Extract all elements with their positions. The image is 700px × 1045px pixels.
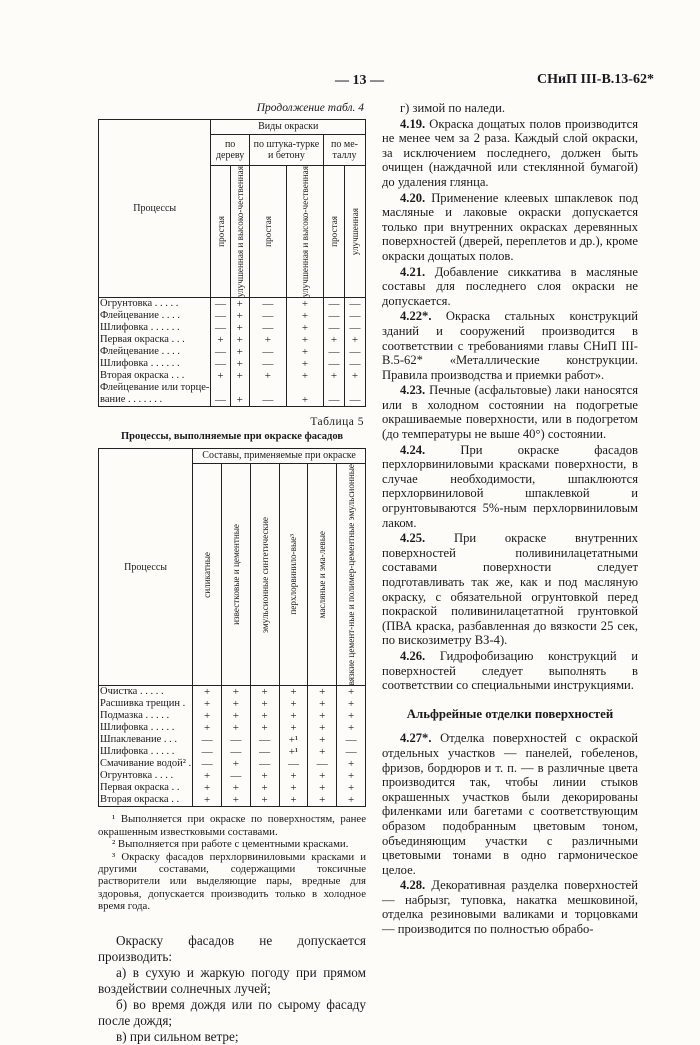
table4-subgroup-plaster: по штука-турке и бетону — [249, 134, 323, 165]
list-item-v: в) при сильном ветре; — [116, 1028, 239, 1044]
table4-mark: + — [324, 370, 345, 382]
table5-mark: + — [221, 710, 250, 722]
table4-mark: — — [249, 358, 286, 370]
table5-mark: + — [221, 722, 250, 734]
table5-mark: — — [337, 734, 366, 746]
table4-mark: — — [211, 322, 230, 334]
table4-col-3: простая — [249, 165, 286, 297]
table5-notes — [98, 813, 366, 912]
table4-mark: + — [286, 346, 323, 358]
table4-row — [99, 310, 366, 322]
table5-row — [99, 782, 366, 794]
table5-row — [99, 734, 366, 746]
clause-4-26: 4.26. Гидрофобизацию конструкций и поверхностей следует выполнять в соответствии со специальными инструкциями. — [382, 648, 638, 693]
table5-mark: +¹ — [279, 734, 308, 746]
table5-mark: — — [250, 746, 279, 758]
section-title: Альфрейные отделки поверхностей — [406, 706, 614, 721]
table5-mark: + — [279, 782, 308, 794]
table5-mark: + — [279, 770, 308, 782]
table5-mark: + — [193, 698, 222, 710]
table4-mark: + — [230, 322, 249, 334]
table4-mark: + — [230, 370, 249, 382]
table4-mark: — — [249, 310, 286, 322]
table4-mark: — — [211, 346, 230, 358]
table5-mark: + — [250, 722, 279, 734]
table5-mark: + — [279, 686, 308, 699]
table4-mark: + — [230, 346, 249, 358]
table4-process-name: Вторая окраска . . . — [99, 370, 211, 382]
left-body-text — [98, 933, 366, 1045]
table4-mark: + — [286, 322, 323, 334]
table5-process-name: Шлифовка . . . . . — [99, 722, 193, 734]
table4-mark: — — [324, 310, 345, 322]
table5-mark: + — [308, 698, 337, 710]
table4-mark: — — [211, 310, 230, 322]
table4-row — [99, 346, 366, 358]
table4-row — [99, 370, 366, 382]
table5-mark: + — [221, 794, 250, 807]
table4-row — [99, 358, 366, 370]
table4-mark: — — [211, 358, 230, 370]
table5-mark: + — [193, 794, 222, 807]
table5-process-name: Огрунтовка . . . . — [99, 770, 193, 782]
table5-mark: — — [279, 758, 308, 770]
table4-col-5: простая — [324, 165, 345, 297]
table5-mark: + — [193, 686, 222, 699]
table5-row — [99, 722, 366, 734]
table5-mark: + — [308, 770, 337, 782]
table4-mark: + — [230, 394, 249, 407]
table5-mark: + — [279, 698, 308, 710]
table5-mark: — — [337, 746, 366, 758]
table4-mark: — — [324, 346, 345, 358]
table5-mark: + — [337, 770, 366, 782]
table4-subgroup-metal: по ме-таллу — [324, 134, 366, 165]
table5-process-name: Первая окраска . . — [99, 782, 193, 794]
table5-mark: + — [308, 686, 337, 699]
table4-process-name: Шлифовка . . . . . . — [99, 358, 211, 370]
table5-col-4: перхлорвинило-вые³ — [279, 463, 308, 685]
table4-mark: — — [249, 346, 286, 358]
list-item-a: а) в сухую и жаркую погоду при прямом воздействии солнечных лучей; — [98, 964, 366, 996]
table5-mark: — — [221, 734, 250, 746]
table5-mark: + — [250, 782, 279, 794]
clause-4-25: 4.25. При окраске внутренних поверхностей поливинилацетатными составами поверхности следует подготавливать так же, как и под масляную окраску, с обязательной огрунтовкой перед покраской поливинилацетатной грунтовкой (ПВА краска, разбавленная до вязкости 25 сек, по вискозиметру ВЗ-4). — [382, 531, 638, 648]
table5 — [98, 448, 366, 807]
table5-number: Таблица 5 — [310, 415, 364, 428]
page-number: — 13 — — [335, 73, 384, 88]
table5-mark: + — [221, 782, 250, 794]
table4 — [98, 119, 366, 407]
table5-process-name: Вторая окраска . . — [99, 794, 193, 807]
table5-mark: + — [337, 722, 366, 734]
table5-mark: — — [250, 758, 279, 770]
table4-mark: — — [324, 297, 345, 310]
table4-col-4: улучшенная и высоко-чественная — [286, 165, 323, 297]
table4-process-name: Флейцевание . . . . — [99, 310, 211, 322]
table4-group-header: Виды окраски — [211, 119, 366, 134]
table5-process-name: Шпаклевание . . . — [99, 734, 193, 746]
table4-process-name: Огрунтовка . . . . . — [99, 297, 211, 310]
table5-process-name: Подмазка . . . . . — [99, 710, 193, 722]
table4-col-2: улучшенная и высоко-чественная — [230, 165, 249, 297]
table5-mark: + — [221, 758, 250, 770]
table5-row — [99, 746, 366, 758]
table5-mark: + — [308, 710, 337, 722]
table4-mark: + — [211, 334, 230, 346]
table5-mark: + — [337, 782, 366, 794]
table4-mark: + — [230, 358, 249, 370]
table4-process-name: Флейцевание или торце- — [100, 381, 210, 393]
table5-mark: — — [193, 758, 222, 770]
clause-4-28: 4.28. Декоративная разделка поверхностей — набрызг, туповка, накатка мешковиной, отделка резиновыми валиками и торцовками — производится по полностью обрабо- — [382, 878, 639, 937]
table4-subgroup-wood: по дереву — [211, 134, 249, 165]
table4-mark: + — [230, 310, 249, 322]
table5-mark: + — [250, 770, 279, 782]
paragraph-facade-intro: Окраску фасадов не допускается производить: — [98, 932, 366, 964]
table5-title: Процессы, выполняемые при окраске фасадов — [120, 431, 344, 443]
table4-mark: — — [345, 358, 366, 370]
table4-mark: + — [286, 310, 323, 322]
table4-mark — [324, 382, 345, 394]
table4-row — [99, 382, 366, 394]
table5-mark: + — [279, 710, 308, 722]
table5-mark: + — [308, 734, 337, 746]
footnote-1: ¹ Выполняется при окраске по поверхностям, ранее окрашенным известковыми составами. — [98, 813, 366, 838]
table4-mark: + — [324, 334, 345, 346]
table4-mark: — — [211, 297, 230, 310]
table5-mark: + — [250, 710, 279, 722]
table5-col-2: известковые и цементные — [221, 463, 250, 685]
table5-row — [99, 686, 366, 699]
table4-mark: + — [249, 334, 286, 346]
list-item-b: б) во время дождя или по сырому фасаду после дождя; — [98, 996, 366, 1028]
table5-mark: + — [250, 794, 279, 807]
table4-mark: — — [324, 322, 345, 334]
table5-mark: + — [221, 698, 250, 710]
table5-col-6: вязкие цемент-ные и полимер-цементные эмульсионные — [337, 463, 366, 685]
clause-4-24: 4.24. При окраске фасадов перхлорвиниловыми красками поверхности, в случае необходимости, шпаклюются перхлорвиниловой шпаклевкой и огрунтовываются 5%-ным перхлорвиниловым лаком. — [382, 442, 638, 530]
table5-row — [99, 710, 366, 722]
table5-process-name: Смачивание водой² . — [100, 758, 192, 770]
table5-mark: + — [193, 770, 222, 782]
table5-process-name: Очистка . . . . . — [99, 686, 193, 699]
table4-row — [99, 322, 366, 334]
table5-mark: — — [221, 770, 250, 782]
table4-mark: + — [286, 334, 323, 346]
list-item-g: г) зимой по наледи. — [400, 101, 506, 115]
table5-process-name: Расшивка трещин . — [99, 698, 193, 710]
table5-col-5: масляные и эма-левые — [308, 463, 337, 685]
footnote-2: ² Выполняется при работе с цементными красками. — [112, 838, 349, 851]
table4-mark: — — [324, 394, 345, 407]
table5-row — [99, 758, 366, 770]
table4-mark — [286, 382, 323, 394]
table5-mark: + — [337, 698, 366, 710]
table4-mark — [249, 382, 286, 394]
table4-mark: — — [324, 358, 345, 370]
clause-4-19: 4.19. Окраска дощатых полов производится не менее чем за 2 раза. Каждый слой окраски, за исключением последнего, должен быть очищен (наждачной или стеклянной бумагой) до удаления глянца. — [382, 116, 638, 189]
table4-mark: — — [249, 297, 286, 310]
table4-mark: + — [345, 370, 366, 382]
table4-mark — [230, 382, 249, 394]
table5-mark: + — [337, 686, 366, 699]
table4-mark: — — [249, 394, 286, 407]
left-column — [98, 101, 366, 1045]
table4-caption: Продолжение табл. 4 — [256, 102, 364, 114]
clause-4-20: 4.20. Применение клеевых шпаклевок под масляные и лаковые окраски допускается только при внутренних окрасках деревянных поверхностей (дверей, переплетов и др.), кроме окраски дощатых полов. — [382, 190, 638, 263]
table4-mark: + — [230, 297, 249, 310]
table5-mark: — — [308, 758, 337, 770]
table5-mark: + — [221, 686, 250, 699]
document-code: СНиП III-В.13-62* — [537, 72, 654, 87]
table5-mark: + — [250, 698, 279, 710]
table4-mark — [345, 382, 366, 394]
table5-mark: — — [250, 734, 279, 746]
table5-mark: + — [308, 782, 337, 794]
table5-mark: + — [279, 722, 308, 734]
table5-process-name: Шлифовка . . . . . — [99, 746, 193, 758]
table4-mark: — — [345, 310, 366, 322]
table4-mark: + — [286, 394, 323, 407]
table4-mark: + — [286, 297, 323, 310]
table4-col-1: простая — [211, 165, 230, 297]
table5-mark: + — [193, 710, 222, 722]
table4-mark: — — [345, 394, 366, 407]
table5-mark: — — [193, 746, 222, 758]
table5-row — [99, 794, 366, 807]
table4-mark: — — [345, 322, 366, 334]
clause-4-27: 4.27*. Отделка поверхностей с окраской отдельных участков — панелей, гобеленов, фризов, бордюров и т. п. — в различные цвета производится так, чтобы линии стыков окрашенных участков были декорированы филенками или багетами с соответствующим образом подобранным цветовым тоном, объединяющим участки с различными цветовыми тонами в одно гармоническое целое. — [382, 731, 638, 877]
table5-col-3: эмульсионные синтетические — [250, 463, 279, 685]
table4-processes-header: Процессы — [99, 119, 211, 297]
table4-process-name: вание . . . . . . . — [99, 394, 211, 407]
table4-mark: — — [345, 346, 366, 358]
table5-row — [99, 698, 366, 710]
table5-mark: + — [193, 722, 222, 734]
table4-mark: + — [345, 334, 366, 346]
table5-mark: + — [308, 746, 337, 758]
table4-process-name: Первая окраска . . . — [99, 334, 211, 346]
table4-mark: — — [211, 394, 230, 407]
table4-process-name: Шлифовка . . . . . . — [99, 322, 211, 334]
table4-mark: + — [211, 370, 230, 382]
table5-mark: + — [337, 758, 366, 770]
table4-mark — [211, 382, 230, 394]
footnote-3: ³ Окраску фасадов перхлорвиниловыми красками и другими составами, содержащими токсичные растворители или выделяющие пары, вредные для здоровья, допускается производить только в холодное время года. — [98, 850, 366, 913]
table5-mark: + — [308, 722, 337, 734]
table4-process-name: Флейцевание . . . . — [99, 346, 211, 358]
table4-mark: — — [345, 297, 366, 310]
table4-row — [99, 394, 366, 407]
table5-mark: +¹ — [279, 746, 308, 758]
clause-4-23: 4.23. Печные (асфальтовые) лаки наносятся или в холодном состоянии на подогретые окрашиваемые поверхности, или в подогретом (до температуры не выше 40°) состоянии. — [382, 383, 638, 442]
table4-row — [99, 334, 366, 346]
table5-mark: — — [221, 746, 250, 758]
table4-col-6: улучшенная — [345, 165, 366, 297]
table5-col-1: силикатные — [193, 463, 222, 685]
table4-mark: + — [286, 358, 323, 370]
table4-mark: + — [249, 370, 286, 382]
table5-group-header: Составы, применяемые при окраске — [193, 448, 366, 463]
table5-processes-header: Процессы — [99, 448, 193, 685]
table5-mark: + — [308, 794, 337, 807]
table4-row — [99, 297, 366, 310]
table4-mark: + — [286, 370, 323, 382]
right-column — [382, 101, 638, 938]
clause-4-22: 4.22*. Окраска стальных конструкций зданий и сооружений производится в соответствии с требованиями главы СНиП III-В.5-62* «Металлические конструкции. Правила производства и приемки работ». — [382, 309, 638, 382]
table5-mark: — — [193, 734, 222, 746]
clause-4-21: 4.21. Добавление сиккатива в масляные составы для последнего слоя окраски не допускается. — [382, 264, 638, 308]
table4-mark: + — [230, 334, 249, 346]
table5-mark: + — [193, 782, 222, 794]
table4-mark: — — [249, 322, 286, 334]
table5-mark: + — [337, 794, 366, 807]
table5-mark: + — [279, 794, 308, 807]
table5-row — [99, 770, 366, 782]
table5-mark: + — [337, 710, 366, 722]
table5-mark: + — [250, 686, 279, 699]
